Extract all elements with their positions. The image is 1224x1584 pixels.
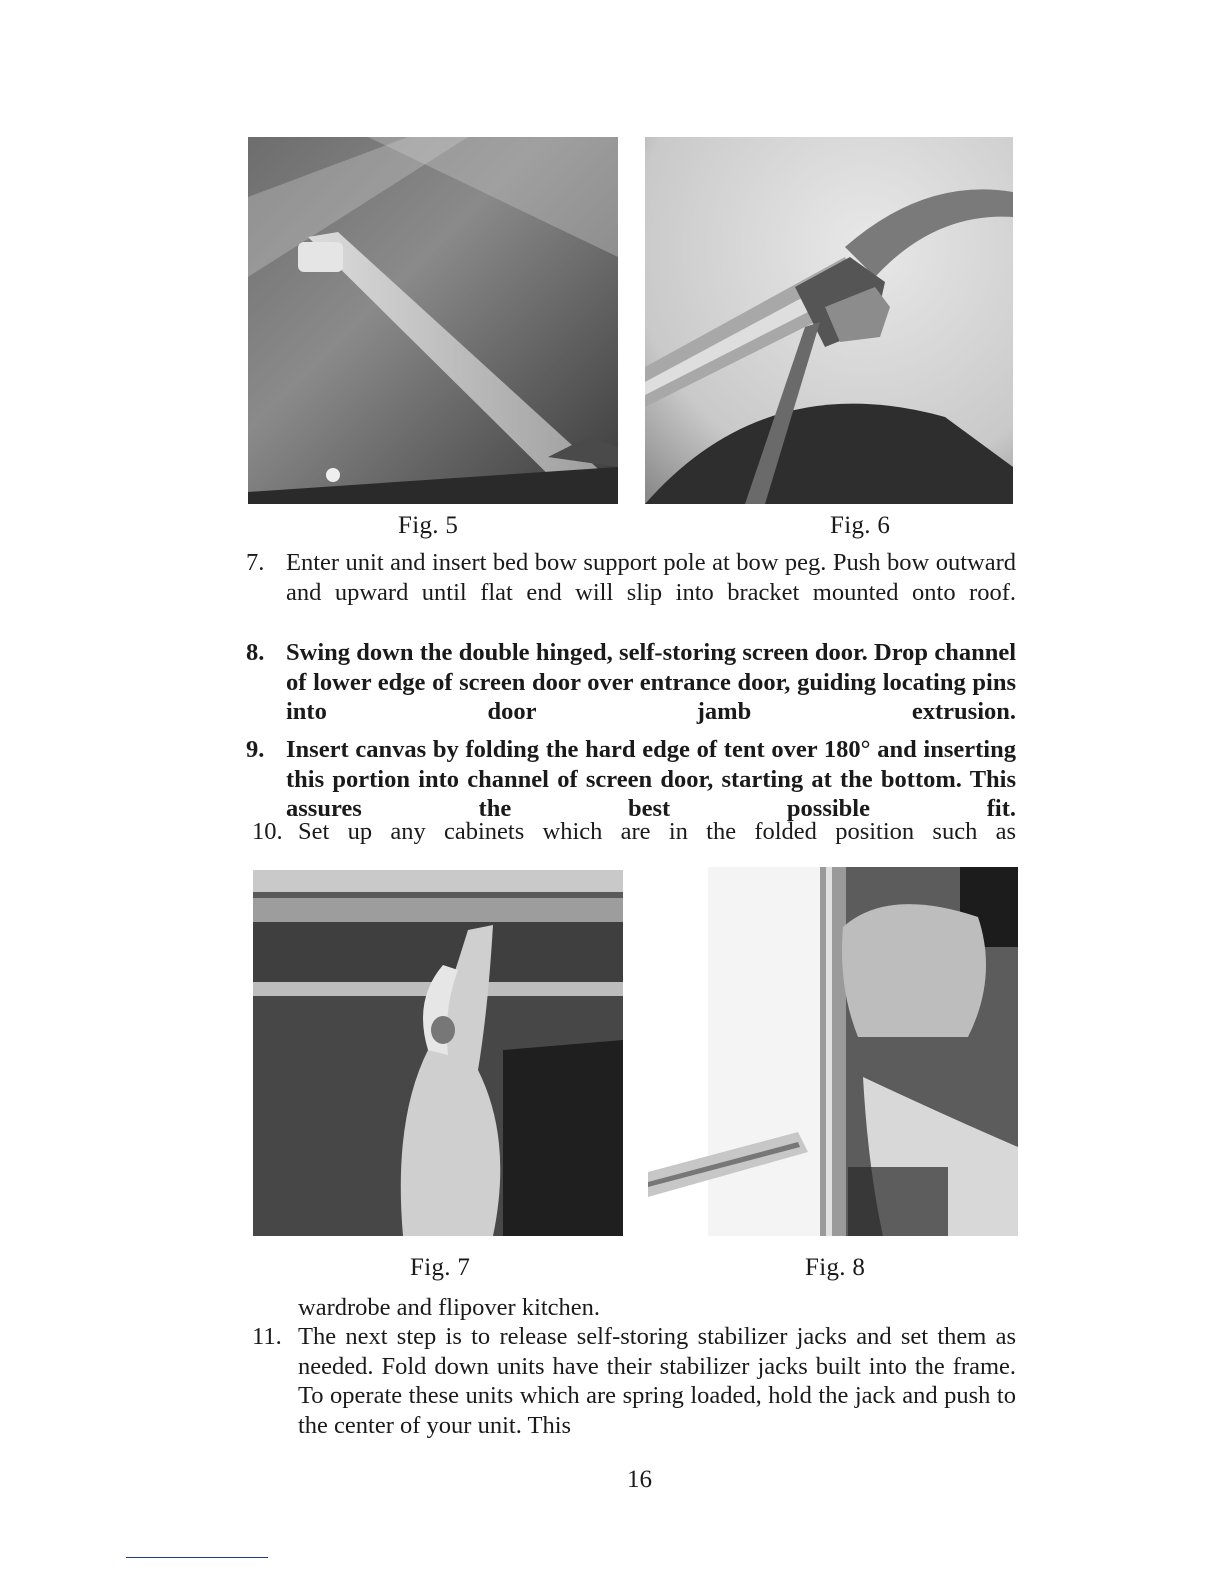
step-7	[246, 548, 1016, 607]
step-9	[246, 735, 1016, 824]
step-10-continuation: wardrobe and flipover kitchen.	[298, 1294, 601, 1321]
step-10-text: Set up any cabinets which are in the folded position such as	[298, 818, 1016, 845]
step-10-number: 10.	[252, 818, 283, 845]
step-7-number: 7.	[246, 549, 265, 576]
step-8-text: Swing down the double hinged, self-storing screen door. Drop channel of lower edge of screen door over entrance door, guiding locating pins into door jamb extrusion.	[286, 639, 1016, 725]
step-11	[252, 1322, 1016, 1440]
fig5-photo	[248, 137, 618, 504]
step-8-number: 8.	[246, 639, 265, 666]
step-11-number: 11.	[252, 1323, 282, 1350]
step-10	[252, 817, 1016, 847]
step-7-text: Enter unit and insert bed bow support pole at bow peg. Push bow outward and upward until flat end will slip into bracket mounted onto roof.	[286, 549, 1016, 606]
fig7-caption: Fig. 7	[410, 1254, 471, 1281]
step-9-number: 9.	[246, 736, 265, 763]
fig7-photo	[253, 870, 623, 1236]
fig8-caption: Fig. 8	[805, 1254, 866, 1281]
fig8-photo	[648, 867, 1018, 1236]
footnote-rule	[126, 1557, 268, 1558]
step-9-text: Insert canvas by folding the hard edge of tent over 180° and inserting this portion into channel of screen door, starting at the bottom. This assures the best possible fit.	[286, 736, 1016, 822]
fig5-caption: Fig. 5	[398, 512, 459, 539]
fig6-caption: Fig. 6	[830, 512, 891, 539]
step-8	[246, 638, 1016, 727]
page-number: 16	[627, 1466, 652, 1493]
step-11-text: The next step is to release self-storing stabilizer jacks and set them as needed. Fold down units have their stabilizer jacks built into the frame. To operate these units which are spring loaded, hold the jack and push to the center of your unit. This	[298, 1323, 1016, 1439]
fig6-photo	[645, 137, 1013, 504]
